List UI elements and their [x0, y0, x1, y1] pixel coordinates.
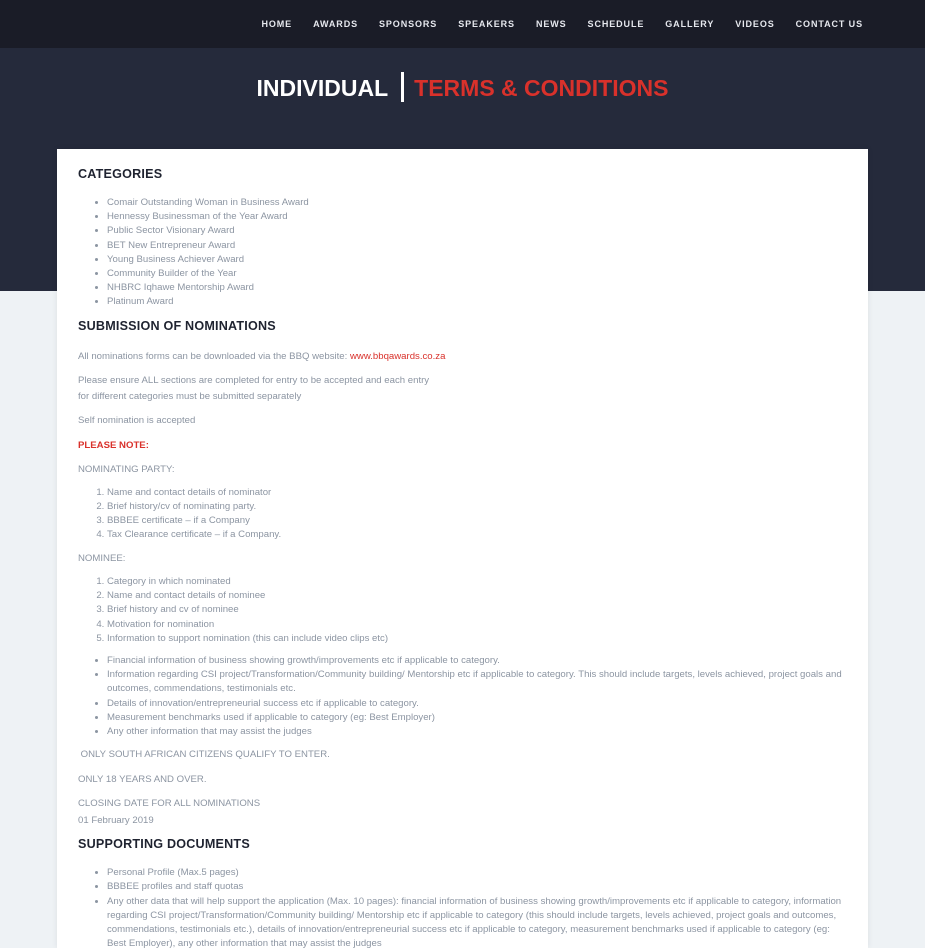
categories-heading: CATEGORIES: [78, 167, 163, 181]
nav-awards[interactable]: AWARDS: [313, 19, 358, 29]
download-text: All nominations forms can be downloaded via the BBQ website: www.bbqawards.co.za: [78, 350, 446, 362]
list-item: • Personal Profile (Max.5 pages): [107, 866, 847, 880]
closing-date-label: CLOSING DATE FOR ALL NOMINATIONS: [78, 798, 261, 810]
nav-contact-us[interactable]: CONTACT US: [795, 19, 863, 29]
nav-news[interactable]: NEWS: [535, 19, 567, 29]
content-card: [57, 149, 868, 948]
list-item: • Hennessy Businessman of the Year Award: [107, 210, 847, 224]
ensure-text-line1: Please ensure ALL sections are completed for entry to be accepted and each entry: [78, 375, 430, 387]
nominating-party-label: NOMINATING PARTY:: [78, 464, 175, 476]
nav-speakers[interactable]: SPEAKERS: [458, 19, 515, 29]
list-item: 1. Category in which nominated: [107, 575, 847, 589]
page-title: [0, 72, 925, 102]
page-title-terms: TERMS & CONDITIONS: [414, 75, 669, 101]
nav-videos[interactable]: VIDEOS: [735, 19, 775, 29]
nav-gallery[interactable]: GALLERY: [665, 19, 715, 29]
list-item: 5. Information to support nomination (this can include video clips etc): [107, 632, 847, 646]
list-item: 3. BBBEE certificate – if a Company: [107, 514, 847, 528]
bbq-website-link[interactable]: www.bbqawards.co.za: [349, 350, 446, 362]
supporting-documents-list: [78, 866, 847, 948]
list-item: • Public Sector Visionary Award: [107, 224, 847, 238]
nav-menu: [240, 0, 863, 48]
list-item: 2. Name and contact details of nominee: [107, 589, 847, 603]
page-title-individual: INDIVIDUAL: [256, 75, 389, 101]
list-item: • Platinum Award: [107, 295, 847, 309]
list-item: • NHBRC Iqhawe Mentorship Award: [107, 281, 847, 295]
list-item: • Young Business Achiever Award: [107, 253, 847, 267]
list-item: • BET New Entrepreneur Award: [107, 239, 847, 253]
list-item: • BBBEE profiles and staff quotas: [107, 880, 847, 894]
list-item: • Comair Outstanding Woman in Business Award: [107, 196, 847, 210]
self-nomination-text: Self nomination is accepted: [78, 415, 196, 427]
list-item: 3. Brief history and cv of nominee: [107, 603, 847, 617]
list-item: • Details of innovation/entrepreneurial success etc if applicable to category.: [107, 697, 847, 711]
list-item: 4. Tax Clearance certificate – if a Company.: [107, 528, 847, 542]
list-item: 4. Motivation for nomination: [107, 618, 847, 632]
list-item: • Financial information of business showing growth/improvements etc if applicable to category.: [107, 654, 847, 668]
list-item: 1. Name and contact details of nominator: [107, 486, 847, 500]
nominee-list: [78, 575, 847, 646]
supporting-info-list: [78, 654, 847, 739]
citizens-text: ONLY SOUTH AFRICAN CITIZENS QUALIFY TO ENTER.: [78, 749, 330, 761]
please-note-label: PLEASE NOTE:: [78, 439, 149, 451]
list-item: • Any other information that may assist the judges: [107, 725, 847, 739]
ensure-text-line2: for different categories must be submitted separately: [78, 390, 302, 402]
nominee-label: NOMINEE:: [78, 553, 126, 565]
nominating-party-list: [78, 486, 847, 543]
nav-schedule[interactable]: SCHEDULE: [587, 19, 645, 29]
age-text: ONLY 18 YEARS AND OVER.: [78, 773, 207, 785]
list-item: • Community Builder of the Year: [107, 267, 847, 281]
terms-content: [57, 149, 868, 948]
nav-home[interactable]: HOME: [261, 19, 293, 29]
list-item: • Information regarding CSI project/Transformation/Community building/ Mentorship etc if applicable to category. This should include targets, levels achieved, project goals and outcomes, commendations, testimonials etc.: [107, 668, 847, 696]
closing-date-value: 01 February 2019: [78, 814, 154, 826]
supporting-documents-heading: SUPPORTING DOCUMENTS: [78, 837, 250, 852]
list-item: • Measurement benchmarks used if applicable to category (eg: Best Employer): [107, 711, 847, 725]
submission-heading: SUBMISSION OF NOMINATIONS: [78, 318, 276, 333]
list-item: • Any other data that will help support the application (Max. 10 pages): financial information of business showing growth/improvements etc if applicable to category, information regarding CSI project/Transformation/Community building/ Mentorship etc if applicable to category (this should include targets, levels achieved, project goals and outcomes, commendations, testimonials etc.), details of innovation/entrepreneurial success etc if applicable to category, measurement benchmarks used if applicable to category (eg: Best Employer), any other information that may assist the judges: [107, 895, 847, 948]
categories-list: [78, 196, 847, 310]
list-item: 2. Brief history/cv of nominating party.: [107, 500, 847, 514]
nav-sponsors[interactable]: SPONSORS: [379, 19, 438, 29]
top-navigation: [0, 0, 925, 48]
title-separator: [401, 72, 404, 102]
